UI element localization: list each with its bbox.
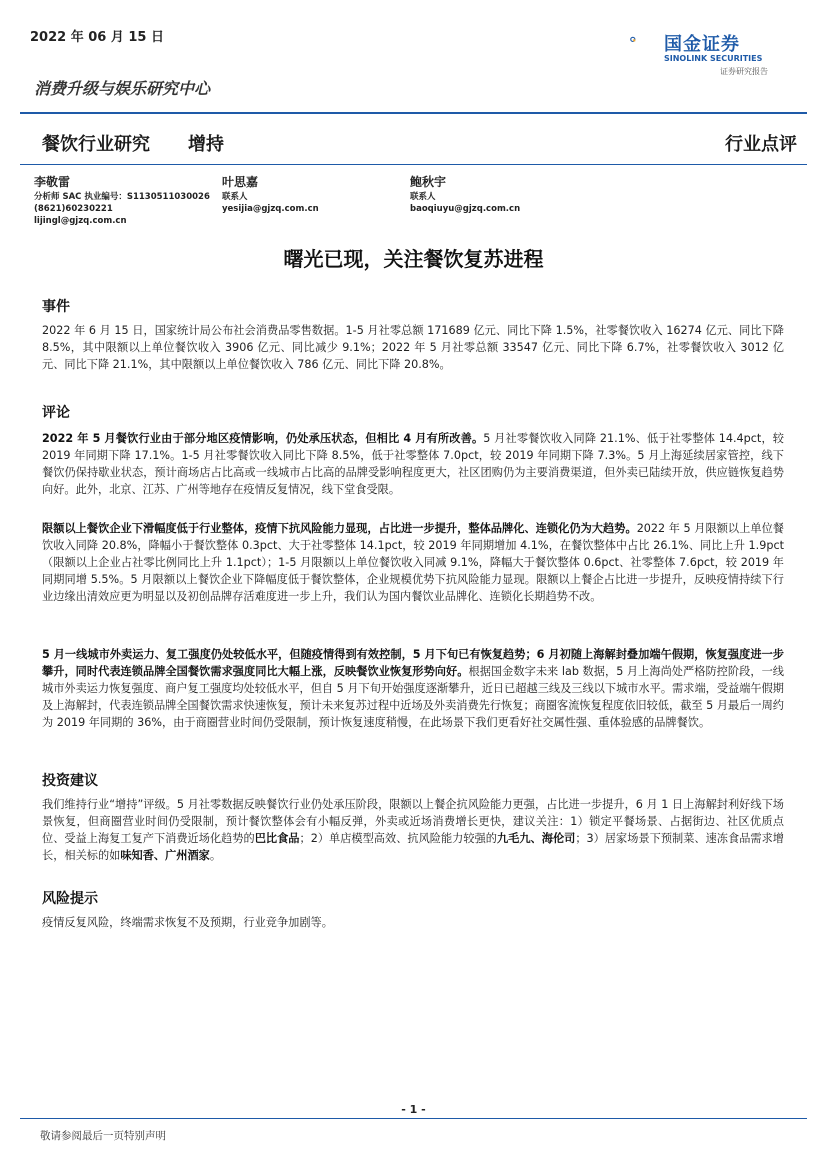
author-phone: (8621)60230221: [34, 204, 113, 214]
brand-name-cn: 国金证券: [664, 34, 740, 55]
author-block: [410, 174, 520, 215]
author-license: 分析师 SAC 执业编号：S1130511030026: [34, 192, 210, 202]
comment-2-body: 2022 年 5 月限额以上单位餐饮收入同降 20.8%，降幅小于餐饮整体 0.3pct、大于社零整体 14.1pct，较 2019 年同期增加 4.1%，在餐饮整体中占比 26.1%、同比上升 1.9pct（限额以上企业占社零比例同比上升 1.1pct）；1-5 月限额以上单位餐饮收入同减 9.1%，降幅大于餐饮整体 0.6pct、社零整体 7.6pct，较 2019 年同期同增 5.5%。5 月限额以上餐饮企业下降幅度低于餐饮整体，企业规模优势下抗风险能力显现。限额以上餐企占比进一步提升，反映疫情持续下行业边缘出清效应更为明显以及初创品牌存活难度进一步上升，我们认为国内餐饮业品牌化、连锁化长期趋势不改。: [42, 522, 784, 603]
sector-title: 餐饮行业研究: [42, 134, 150, 155]
footer-divider: [20, 1118, 807, 1119]
sinolink-logo-icon: [630, 24, 660, 58]
disclaimer-note: 敬请参阅最后一页特别声明: [40, 1130, 166, 1142]
comment-1-lead: 2022 年 5 月餐饮行业由于部分地区疫情影响，仍处承压状态，但相比 4 月有所改善。: [42, 432, 484, 445]
header-divider: [20, 112, 807, 114]
author-block: [222, 174, 319, 215]
report-date: 2022 年 06 月 15 日: [30, 30, 164, 45]
advice-text-4: 。: [209, 849, 222, 862]
report-category: 证券研究报告: [720, 67, 768, 76]
author-role: 联系人: [222, 192, 248, 202]
brand-name-en: SINOLINK SECURITIES: [664, 54, 763, 63]
advice-text-3: ；3）居家场景下预制菜、速冻食品需求增长，相关标的如: [42, 832, 784, 862]
author-name: 李敬雷: [34, 175, 71, 189]
author-name: 鲍秋宇: [410, 175, 447, 189]
author-email[interactable]: lijingl@gjzq.com.cn: [34, 216, 127, 226]
research-center: 消费升级与娱乐研究中心: [34, 79, 211, 98]
section-heading-advice: 投资建议: [42, 773, 98, 789]
author-name: 叶思嘉: [222, 175, 259, 189]
report-title: 曙光已现，关注餐饮复苏进程: [283, 247, 544, 271]
advice-text-2: ；2）单店模型高效、抗风险能力较强的: [299, 832, 497, 845]
report-type: 行业点评: [725, 134, 797, 155]
author-email[interactable]: yesijia@gjzq.com.cn: [222, 204, 319, 214]
comment-3-lead: 5 月一线城市外卖运力、复工强度仍处较低水平，但随疫情得到有效控制，5 月下旬已有恢复趋势；6 月初随上海解封叠加端午假期，恢复强度进一步攀升，同时代表连锁品牌全国餐饮需求强度同比大幅上涨，反映餐饮业恢复形势向好。: [42, 648, 784, 678]
section-heading-event: 事件: [42, 299, 70, 315]
author-role: 联系人: [410, 192, 436, 202]
sector-rating: 增持: [188, 134, 224, 155]
event-paragraph: 2022 年 6 月 15 日，国家统计局公布社会消费品零售数据。1-5 月社零总额 171689 亿元、同比下降 1.5%，社零餐饮收入 16274 亿元、同比下降 8.5%，其中限额以上单位餐饮收入 3906 亿元、同比减少 9.1%；2022 年 5 月社零总额 33547 亿元、同比下降 6.7%，社零餐饮收入 3012 亿元、同比下降 21.1%，其中限额以上单位餐饮收入 786 亿元、同比下降 20.8%。: [42, 324, 784, 371]
advice-text-1: 我们维持行业“增持”评级。5 月社零数据反映餐饮行业仍处承压阶段，限额以上餐企抗风险能力更强，占比进一步提升，6 月 1 日上海解封利好线下场景恢复，但商圈营业时间仍受限制，预计餐饮整体会有小幅反弹，外卖或近场消费增长更快，建议关注：1）锁定平餐场景、占据街边、社区优质点位、受益上海复工复产下消费近场化趋势的: [42, 798, 784, 845]
comment-3-body: 根据国金数字未来 lab 数据，5 月上海尚处严格防控阶段，一线城市外卖运力恢复强度、商户复工强度均处较低水平，但自 5 月下旬开始强度逐渐攀升，近日已超越三线及三线以下城市水平。需求端，受益端午假期及上海解封，代表连锁品牌全国餐饮需求快速恢复，预计未来复苏过程中近场及外卖消费先行恢复；商圈客流恢复程度依旧较低，截至 5 月最后一周约为 2019 年同期的 36%，由于商圈营业时间仍受限制，预计恢复速度稍慢，在此场景下我们更看好社交属性强、重体验感的品牌餐饮。: [42, 665, 784, 729]
comment-paragraph-3: [42, 646, 784, 731]
section-heading-comment: 评论: [42, 405, 70, 421]
comment-1-body: 5 月社零餐饮收入同降 21.1%、低于社零整体 14.4pct，较 2019 年同期下降 17.1%。1-5 月社零餐饮收入同比下降 8.5%，低于社零整体 7.0pct，较 2019 年同期下降 7.3%。5 月上海延续居家管控，线下餐饮仍保持歇业状态，预计商场店占比高或一线城市占比高的品牌受影响程度更大，社区团购仍为主要消费渠道，但外卖已陆续开放，供应链恢复趋势向好。此外，北京、江苏、广州等地存在疫情反复情况，线下堂食受限。: [42, 432, 784, 496]
stock-pick: 巴比食品: [254, 832, 300, 845]
section-divider: [20, 164, 807, 165]
stock-pick: 味知香、广州酒家: [120, 849, 210, 862]
risk-paragraph: 疫情反复风险，终端需求恢复不及预期，行业竞争加剧等。: [42, 916, 333, 929]
comment-paragraph-2: [42, 520, 784, 605]
author-block: [34, 174, 210, 227]
comment-paragraph-1: [42, 430, 784, 498]
advice-paragraph: [42, 796, 784, 864]
author-email[interactable]: baoqiuyu@gjzq.com.cn: [410, 204, 521, 214]
page-number: - 1 -: [401, 1103, 426, 1116]
section-heading-risk: 风险提示: [42, 891, 98, 907]
stock-pick: 九毛九、海伦司: [496, 832, 576, 845]
comment-2-lead: 限额以上餐饮企业下滑幅度低于行业整体，疫情下抗风险能力显现，占比进一步提升，整体品牌化、连锁化仍为大趋势。: [42, 522, 637, 535]
